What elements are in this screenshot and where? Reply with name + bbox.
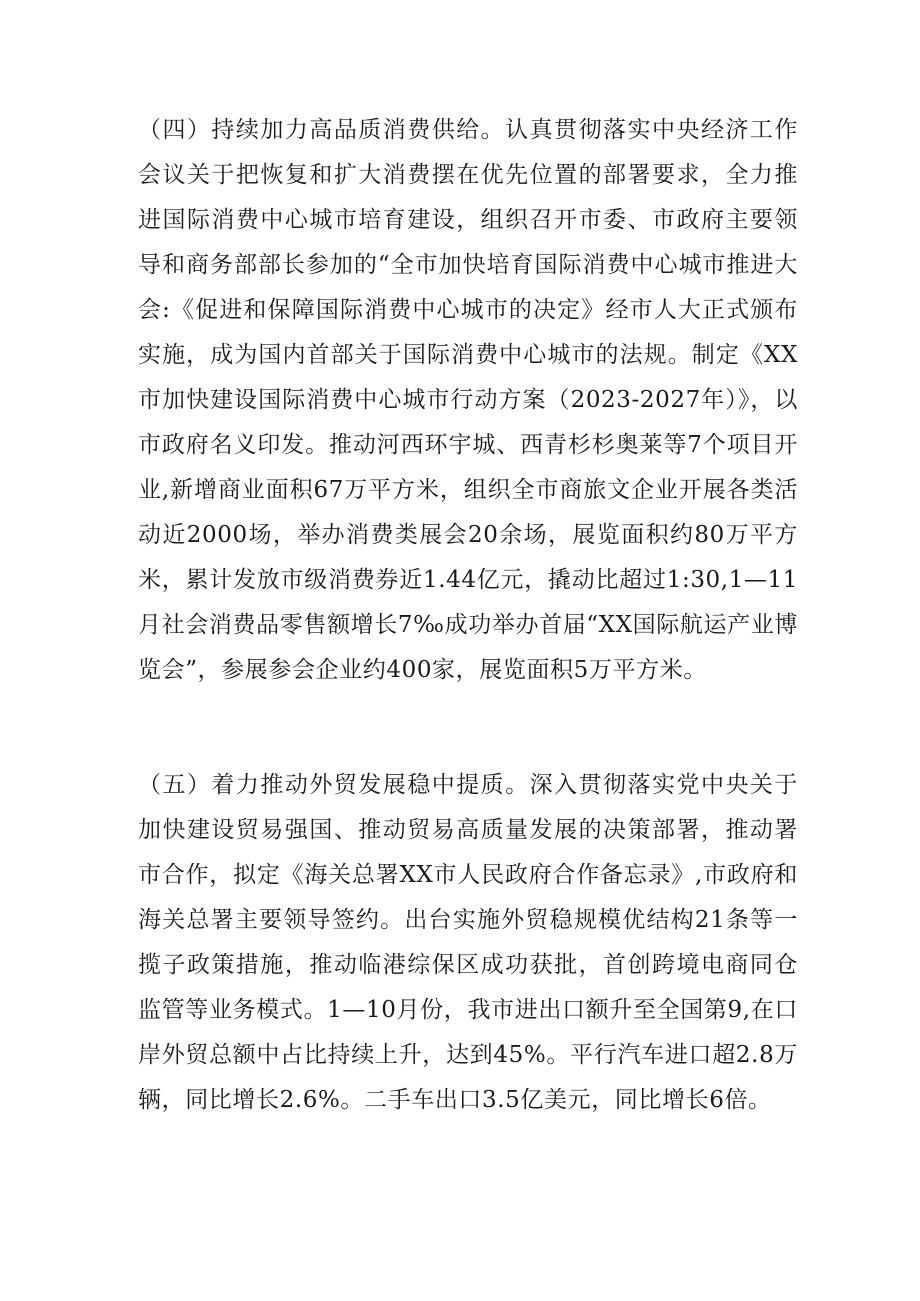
paragraph-consumption-supply: （四）持续加力高品质消费供给。认真贯彻落实中央经济工作会议关于把恢复和扩大消费摆在优先位置的部署要求，全力推进国际消费中心城市培育建设，组织召开市委、市政府主要领导和商务部部长参加的“全市加快培育国际消费中心城市推进大会:《促进和保障国际消费中心城市的决定》经市人大正式颁布实施，成为国内首部关于国际消费中心城市的法规。制定《XX市加快建设国际消费中心城市行动方案（2023-2027年）》，以市政府名义印发。推动河西环宇城、西青杉杉奥莱等7个项目开业,新增商业面积67万平方米，组织全市商旅文企业开展各类活动近2000场，举办消费类展会20余场，展览面积约80万平方米，累计发放市级消费券近1.44亿元，撬动比超过1:30,1—11月社会消费品零售额增长7‰成功举办首届“XX国际航运产业博览会”，参展参会企业约400家，展览面积5万平方米。 [138,117,798,683]
paragraph-foreign-trade: （五）着力推动外贸发展稳中提质。深入贯彻落实党中央关于加快建设贸易强国、推动贸易高质量发展的决策部署，推动署市合作，拟定《海关总署XX市人民政府合作备忘录》,市政府和海关总署主要领导签约。出台实施外贸稳规模优结构21条等一揽子政策措施，推动临港综保区成功获批，首创跨境电商同仓监管等业务模式。1—10月份，我市进出口额升至全国第9,在口岸外贸总额中占比持续上升，达到45%。平行汽车进口超2.8万辆，同比增长2.6%。二手车出口3.5亿美元，同比增长6倍。 [138,772,798,1113]
